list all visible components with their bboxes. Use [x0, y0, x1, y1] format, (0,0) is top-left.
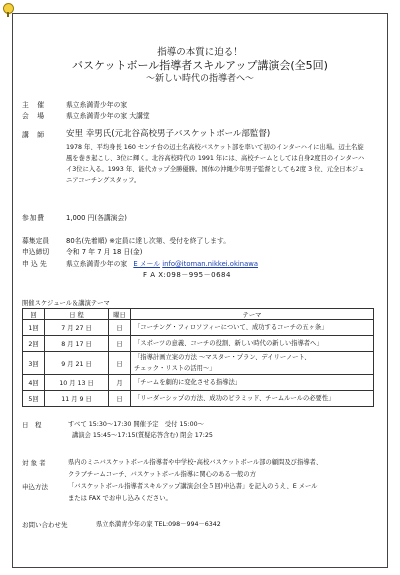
schedule-table	[22, 308, 374, 407]
session-date: 11 月 9 日	[45, 391, 109, 407]
session-date: 8 月 17 日	[45, 336, 109, 352]
session-theme: 「リーダーシップの方法、成功のピラミッド、チームルールの必要性」	[131, 391, 374, 407]
header-no: 回	[23, 309, 45, 320]
table-row	[23, 375, 374, 391]
time-label: 日 程	[22, 421, 42, 429]
session-day: 日	[109, 352, 131, 375]
contact-value: 県立糸満青少年の家 TEL:098－994－6342	[96, 521, 221, 528]
method-line1: 「バスケットボール指導者スキルアップ講演会(全５回)申込書」を記入のうえ、E メール	[68, 483, 318, 490]
table-row	[23, 336, 374, 352]
session-no: 3回	[23, 352, 45, 375]
host-label: 主 催	[22, 101, 45, 109]
apply-value	[66, 258, 258, 268]
session-theme	[131, 352, 374, 375]
table-row	[23, 352, 374, 375]
time-line2: 講演会 15:45～17:15(質疑応答含む) 閉会 17:25	[72, 432, 213, 439]
session-date: 9 月 21 日	[45, 352, 109, 375]
header-date: 日 程	[45, 309, 109, 320]
method-line2: または FAX でお申し込みください。	[68, 495, 172, 502]
table-row	[23, 391, 374, 407]
target-label: 対 象 者	[22, 459, 46, 467]
session-no: 2回	[23, 336, 45, 352]
target-line2: クラブチームコーチ、バスケットボール指導に関心のある一般の方	[68, 471, 257, 478]
fee-label: 参加費	[22, 214, 45, 222]
flyer-tagline: 指導の本質に迫る！	[157, 47, 243, 58]
target-line1: 県内のミニバスケットボール指導者や中学校･高校バスケットボール部の顧問及び指導者、	[68, 459, 323, 466]
session-theme: 「チームを劇的に変化させる指導法」	[131, 375, 374, 391]
flyer-subtitle: ～新しい時代の指導者へ～	[145, 74, 254, 84]
capacity-label: 募集定員	[22, 237, 50, 245]
contact-label: お問い合わせ先	[22, 521, 68, 529]
lecturer-bio: 1978 年、平均身長 160 センチ台の辺土名高校バスケット部を率いて初のインターハイに出場。辺土名旋風を巻き起こし、3位に輝く。北谷高校時代の 1991 年には、高校チームとしては自身2度目のインターハイ3位に入る。1993 年、能代カップ全勝優勝。国体の沖縄少年男子監督としても2度 3 位、元全日本ジュニアコーチングスタッフ。	[66, 144, 365, 184]
time-line1: すべて 15:30～17:30 開催予定 受付 15:00～	[68, 421, 204, 428]
deadline-value: 令和 7 年 7 月 18 日(金)	[66, 248, 143, 256]
session-day: 日	[109, 320, 131, 336]
session-no: 4回	[23, 375, 45, 391]
session-day: 日	[109, 391, 131, 407]
session-theme-line2: チェック・リストの活用～」	[134, 365, 216, 372]
schedule-header-row	[23, 309, 374, 320]
schedule-title: 開催スケジュール＆講演テーマ	[22, 300, 110, 307]
session-day: 日	[109, 336, 131, 352]
host-value: 県立糸満青少年の家	[66, 101, 128, 109]
session-day: 月	[109, 375, 131, 391]
fax-number: F A X:098－995－0684	[143, 271, 231, 279]
session-theme: 「コーチング・フィロソフィーについて、成功するコーチの五ヶ条」	[131, 320, 374, 336]
capacity-value: 80名(先着順) ※定員に達し次第、受付を終了します。	[66, 237, 230, 245]
session-no: 1回	[23, 320, 45, 336]
email-label: E メール	[133, 260, 161, 268]
header-theme: テーマ	[131, 309, 374, 320]
lecturer-label: 講 師	[22, 131, 45, 139]
session-date: 10 月 13 日	[45, 375, 109, 391]
method-label: 申込方法	[22, 483, 48, 491]
flyer-title: バスケットボール指導者スキルアップ講演会(全5回)	[72, 59, 328, 72]
venue-label: 会 場	[22, 112, 45, 120]
pin-icon	[3, 3, 14, 14]
apply-org: 県立糸満青少年の家	[66, 260, 128, 268]
email-link[interactable]: info@itoman.nikkei.okinawa	[162, 260, 258, 268]
header-day: 曜日	[109, 309, 131, 320]
session-theme-line1: 「指導計画立案の方法 ～マスター・プラン、デイリーノート、	[134, 354, 311, 361]
session-no: 5回	[23, 391, 45, 407]
venue-value: 県立糸満青少年の家 大講堂	[66, 112, 150, 120]
lecturer-name: 安里 幸男氏(元北谷高校男子バスケットボール部監督)	[66, 129, 271, 139]
fee-value: 1,000 円(各講演会)	[66, 214, 127, 222]
session-theme: 「スポーツの意義、コーチの役割、新しい時代の新しい指導者へ」	[131, 336, 374, 352]
table-row	[23, 320, 374, 336]
deadline-label: 申込締切	[22, 248, 50, 256]
session-date: 7 月 27 日	[45, 320, 109, 336]
apply-label: 申 込 先	[22, 260, 47, 268]
